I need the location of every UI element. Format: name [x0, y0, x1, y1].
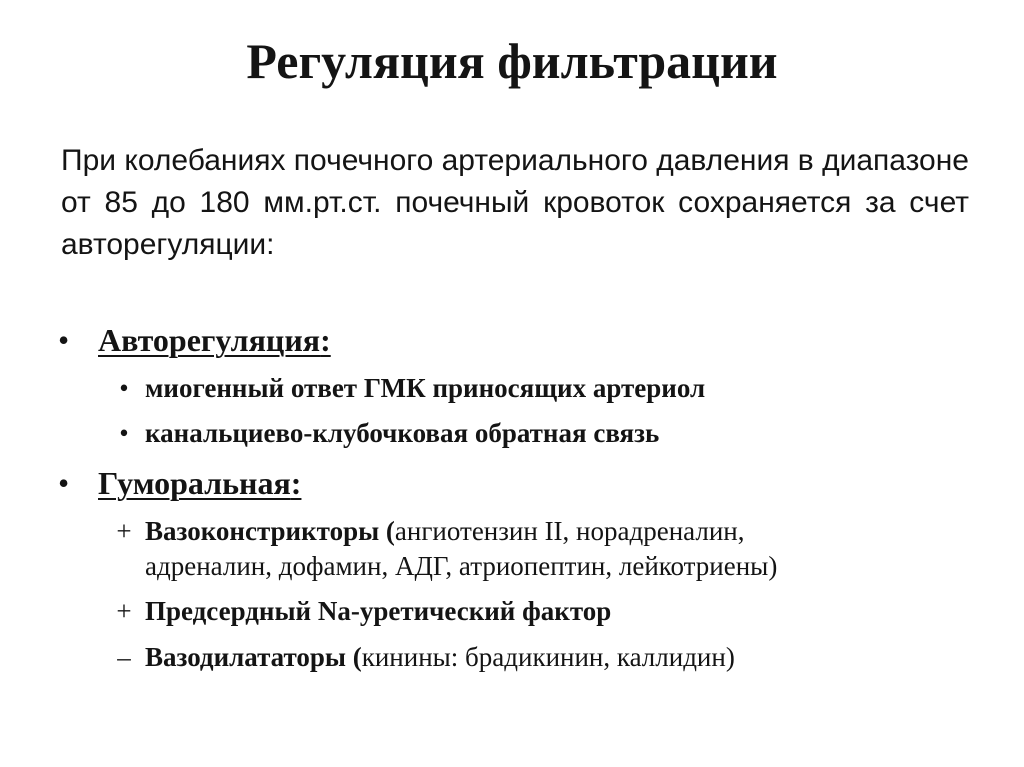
- list-item-text: Предсердный Na-уретический фактор: [145, 596, 612, 626]
- heading-colon: :: [320, 322, 331, 358]
- list-item-text: миогенный ответ ГМК приносящих артериол: [145, 373, 706, 403]
- bullet-icon: •: [119, 418, 129, 448]
- bullet-icon: •: [119, 373, 129, 403]
- intro-paragraph: При колебаниях почечного артериального давления в диапазоне от 85 до 180 мм.рт.ст. почечный кровоток сохраняется за счет авторегуляции:: [61, 144, 969, 261]
- plus-icon: +: [116, 516, 132, 546]
- section-heading-text: Авторегуляция: [98, 322, 321, 358]
- list-item-text: [145, 640, 735, 674]
- bullet-icon: •: [58, 465, 70, 501]
- list-item-bold: Вазоконстрикторы (: [145, 516, 395, 546]
- list-item-text: [145, 514, 745, 548]
- list-item-bold: Вазодилататоры (: [145, 642, 362, 672]
- section-heading-text: Гуморальная: [98, 465, 291, 501]
- list-item-detail: ангиотензин II, норадреналин,: [394, 516, 745, 546]
- bullet-icon: •: [58, 322, 70, 358]
- section-heading: [98, 320, 331, 360]
- list-item-detail: адреналин, дофамин, АДГ, атриопептин, лейкотриены): [145, 551, 778, 581]
- list-item-text: канальциево-клубочковая обратная связь: [145, 418, 660, 448]
- minus-icon: –: [117, 642, 131, 672]
- list-item-detail: кинины: брадикинин, каллидин): [361, 642, 735, 672]
- slide-title: Регуляция фильтрации: [246, 33, 778, 89]
- heading-colon: :: [290, 465, 302, 501]
- section-heading: [98, 463, 301, 503]
- plus-icon: +: [116, 596, 132, 626]
